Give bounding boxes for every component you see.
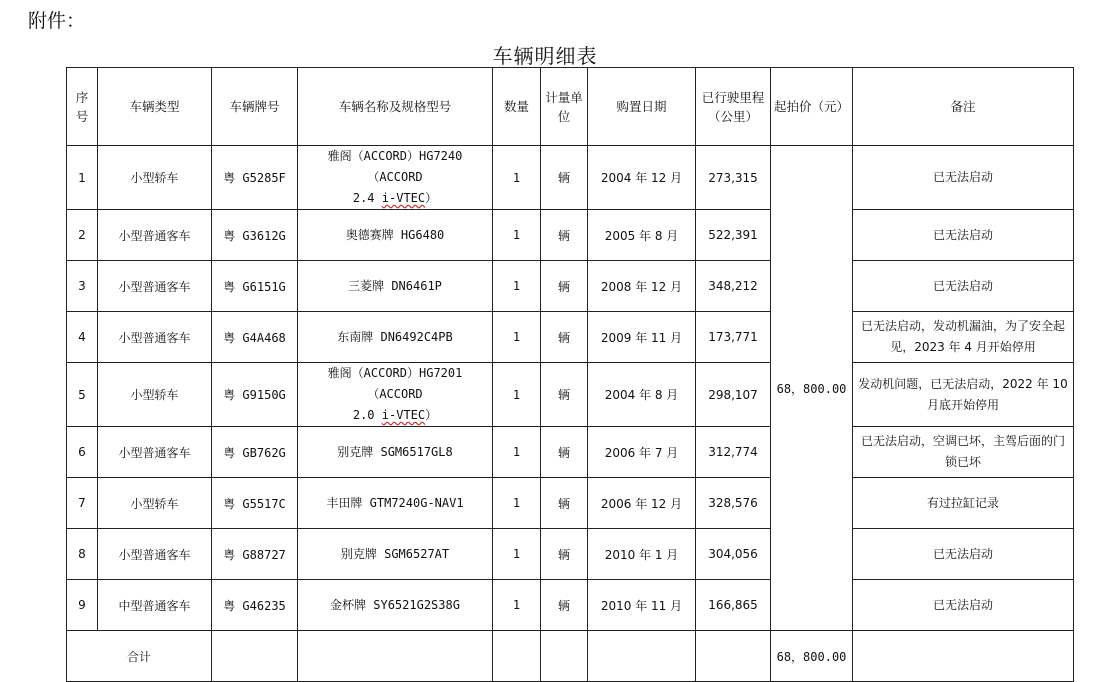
cell-seq: 6 [67, 427, 98, 478]
model-line-1: 雅阁（ACCORD）HG7201（ACCORD [327, 366, 463, 401]
cell-mileage: 522,391 [696, 210, 771, 261]
cell-merged-price: 68，800.00 [771, 146, 853, 631]
header-model: 车辆名称及规格型号 [298, 68, 493, 146]
table-row [67, 580, 1074, 631]
cell-unit: 辆 [541, 210, 588, 261]
cell-mileage: 298,107 [696, 363, 771, 427]
annex-label: 附件： [28, 10, 86, 32]
total-empty-mileage [696, 631, 771, 682]
cell-seq: 2 [67, 210, 98, 261]
header-date: 购置日期 [588, 68, 696, 146]
cell-seq: 4 [67, 312, 98, 363]
cell-date: 2004 年 12 月 [588, 146, 696, 210]
header-qty: 数量 [493, 68, 541, 146]
cell-mileage: 312,774 [696, 427, 771, 478]
cell-qty: 1 [493, 312, 541, 363]
cell-unit: 辆 [541, 363, 588, 427]
cell-type: 小型普通客车 [98, 210, 212, 261]
cell-type: 小型普通客车 [98, 529, 212, 580]
cell-plate: 粤 G9150G [212, 363, 298, 427]
cell-model: 别克牌 SGM6527AT [298, 529, 493, 580]
header-row [67, 68, 1074, 146]
cell-plate: 粤 G6151G [212, 261, 298, 312]
cell-mileage: 173,771 [696, 312, 771, 363]
cell-type: 小型轿车 [98, 478, 212, 529]
cell-mileage: 166,865 [696, 580, 771, 631]
header-mileage: 已行驶里程（公里） [696, 68, 771, 146]
total-row [67, 631, 1074, 682]
cell-date: 2005 年 8 月 [588, 210, 696, 261]
table-row [67, 261, 1074, 312]
model-line-2b: i-VTEC [381, 408, 426, 422]
total-empty-date [588, 631, 696, 682]
table-row [67, 363, 1074, 427]
cell-type: 小型轿车 [98, 363, 212, 427]
cell-remark: 已无法启动，空调已坏，主驾后面的门锁已坏 [853, 427, 1074, 478]
cell-unit: 辆 [541, 261, 588, 312]
cell-seq: 5 [67, 363, 98, 427]
cell-model: 金杯牌 SY6521G2S38G [298, 580, 493, 631]
cell-model [298, 363, 493, 427]
cell-date: 2004 年 8 月 [588, 363, 696, 427]
cell-unit: 辆 [541, 312, 588, 363]
cell-model: 别克牌 SGM6517GL8 [298, 427, 493, 478]
cell-mileage: 304,056 [696, 529, 771, 580]
cell-remark: 已无法启动，发动机漏油，为了安全起见，2023 年 4 月开始停用 [853, 312, 1074, 363]
cell-type: 小型轿车 [98, 146, 212, 210]
cell-plate: 粤 GB762G [212, 427, 298, 478]
cell-type: 小型普通客车 [98, 427, 212, 478]
cell-qty: 1 [493, 146, 541, 210]
cell-plate: 粤 G3612G [212, 210, 298, 261]
cell-qty: 1 [493, 529, 541, 580]
cell-date: 2010 年 1 月 [588, 529, 696, 580]
cell-remark: 已无法启动 [853, 261, 1074, 312]
total-empty-remark [853, 631, 1074, 682]
cell-remark: 已无法启动 [853, 580, 1074, 631]
cell-type: 小型普通客车 [98, 261, 212, 312]
cell-plate: 粤 G4A468 [212, 312, 298, 363]
total-empty-qty [493, 631, 541, 682]
cell-model [298, 146, 493, 210]
table-row [67, 478, 1074, 529]
total-label: 合计 [67, 631, 212, 682]
model-line-2c: ） [425, 191, 438, 205]
model-line-2a: 2.4 [352, 191, 382, 205]
cell-qty: 1 [493, 261, 541, 312]
cell-model: 奥德赛牌 HG6480 [298, 210, 493, 261]
total-price: 68，800.00 [771, 631, 853, 682]
cell-model: 三菱牌 DN6461P [298, 261, 493, 312]
table-row [67, 427, 1074, 478]
cell-qty: 1 [493, 580, 541, 631]
cell-qty: 1 [493, 427, 541, 478]
header-unit: 计量单位 [541, 68, 588, 146]
cell-unit: 辆 [541, 580, 588, 631]
cell-mileage: 348,212 [696, 261, 771, 312]
header-price: 起拍价（元） [771, 68, 853, 146]
cell-seq: 1 [67, 146, 98, 210]
cell-plate: 粤 G5285F [212, 146, 298, 210]
cell-plate: 粤 G46235 [212, 580, 298, 631]
cell-remark: 已无法启动 [853, 529, 1074, 580]
cell-qty: 1 [493, 363, 541, 427]
cell-type: 中型普通客车 [98, 580, 212, 631]
cell-remark: 已无法启动 [853, 146, 1074, 210]
cell-date: 2010 年 11 月 [588, 580, 696, 631]
header-seq: 序号 [67, 68, 98, 146]
cell-seq: 8 [67, 529, 98, 580]
cell-date: 2006 年 7 月 [588, 427, 696, 478]
header-remark: 备注 [853, 68, 1074, 146]
cell-remark: 已无法启动 [853, 210, 1074, 261]
table-row [67, 312, 1074, 363]
table-row [67, 146, 1074, 210]
cell-model: 东南牌 DN6492C4PB [298, 312, 493, 363]
cell-seq: 3 [67, 261, 98, 312]
table-row [67, 529, 1074, 580]
header-type: 车辆类型 [98, 68, 212, 146]
cell-type: 小型普通客车 [98, 312, 212, 363]
model-line-2a: 2.0 [352, 408, 382, 422]
header-plate: 车辆牌号 [212, 68, 298, 146]
cell-unit: 辆 [541, 529, 588, 580]
cell-plate: 粤 G5517C [212, 478, 298, 529]
model-line-2b: i-VTEC [381, 191, 426, 205]
total-empty-unit [541, 631, 588, 682]
cell-unit: 辆 [541, 427, 588, 478]
model-line-1: 雅阁（ACCORD）HG7240（ACCORD [327, 149, 463, 184]
table-title: 车辆明细表 [492, 44, 598, 68]
cell-qty: 1 [493, 478, 541, 529]
cell-plate: 粤 G88727 [212, 529, 298, 580]
cell-mileage: 273,315 [696, 146, 771, 210]
vehicle-detail-table [66, 67, 1074, 682]
cell-date: 2006 年 12 月 [588, 478, 696, 529]
cell-mileage: 328,576 [696, 478, 771, 529]
model-line-2c: ） [425, 408, 438, 422]
total-empty-model [298, 631, 493, 682]
cell-remark: 有过拉缸记录 [853, 478, 1074, 529]
cell-date: 2008 年 12 月 [588, 261, 696, 312]
cell-model: 丰田牌 GTM7240G-NAV1 [298, 478, 493, 529]
cell-seq: 9 [67, 580, 98, 631]
cell-date: 2009 年 11 月 [588, 312, 696, 363]
total-empty-plate [212, 631, 298, 682]
cell-unit: 辆 [541, 478, 588, 529]
cell-seq: 7 [67, 478, 98, 529]
cell-remark: 发动机问题，已无法启动，2022 年 10 月底开始停用 [853, 363, 1074, 427]
cell-qty: 1 [493, 210, 541, 261]
cell-unit: 辆 [541, 146, 588, 210]
table-row [67, 210, 1074, 261]
